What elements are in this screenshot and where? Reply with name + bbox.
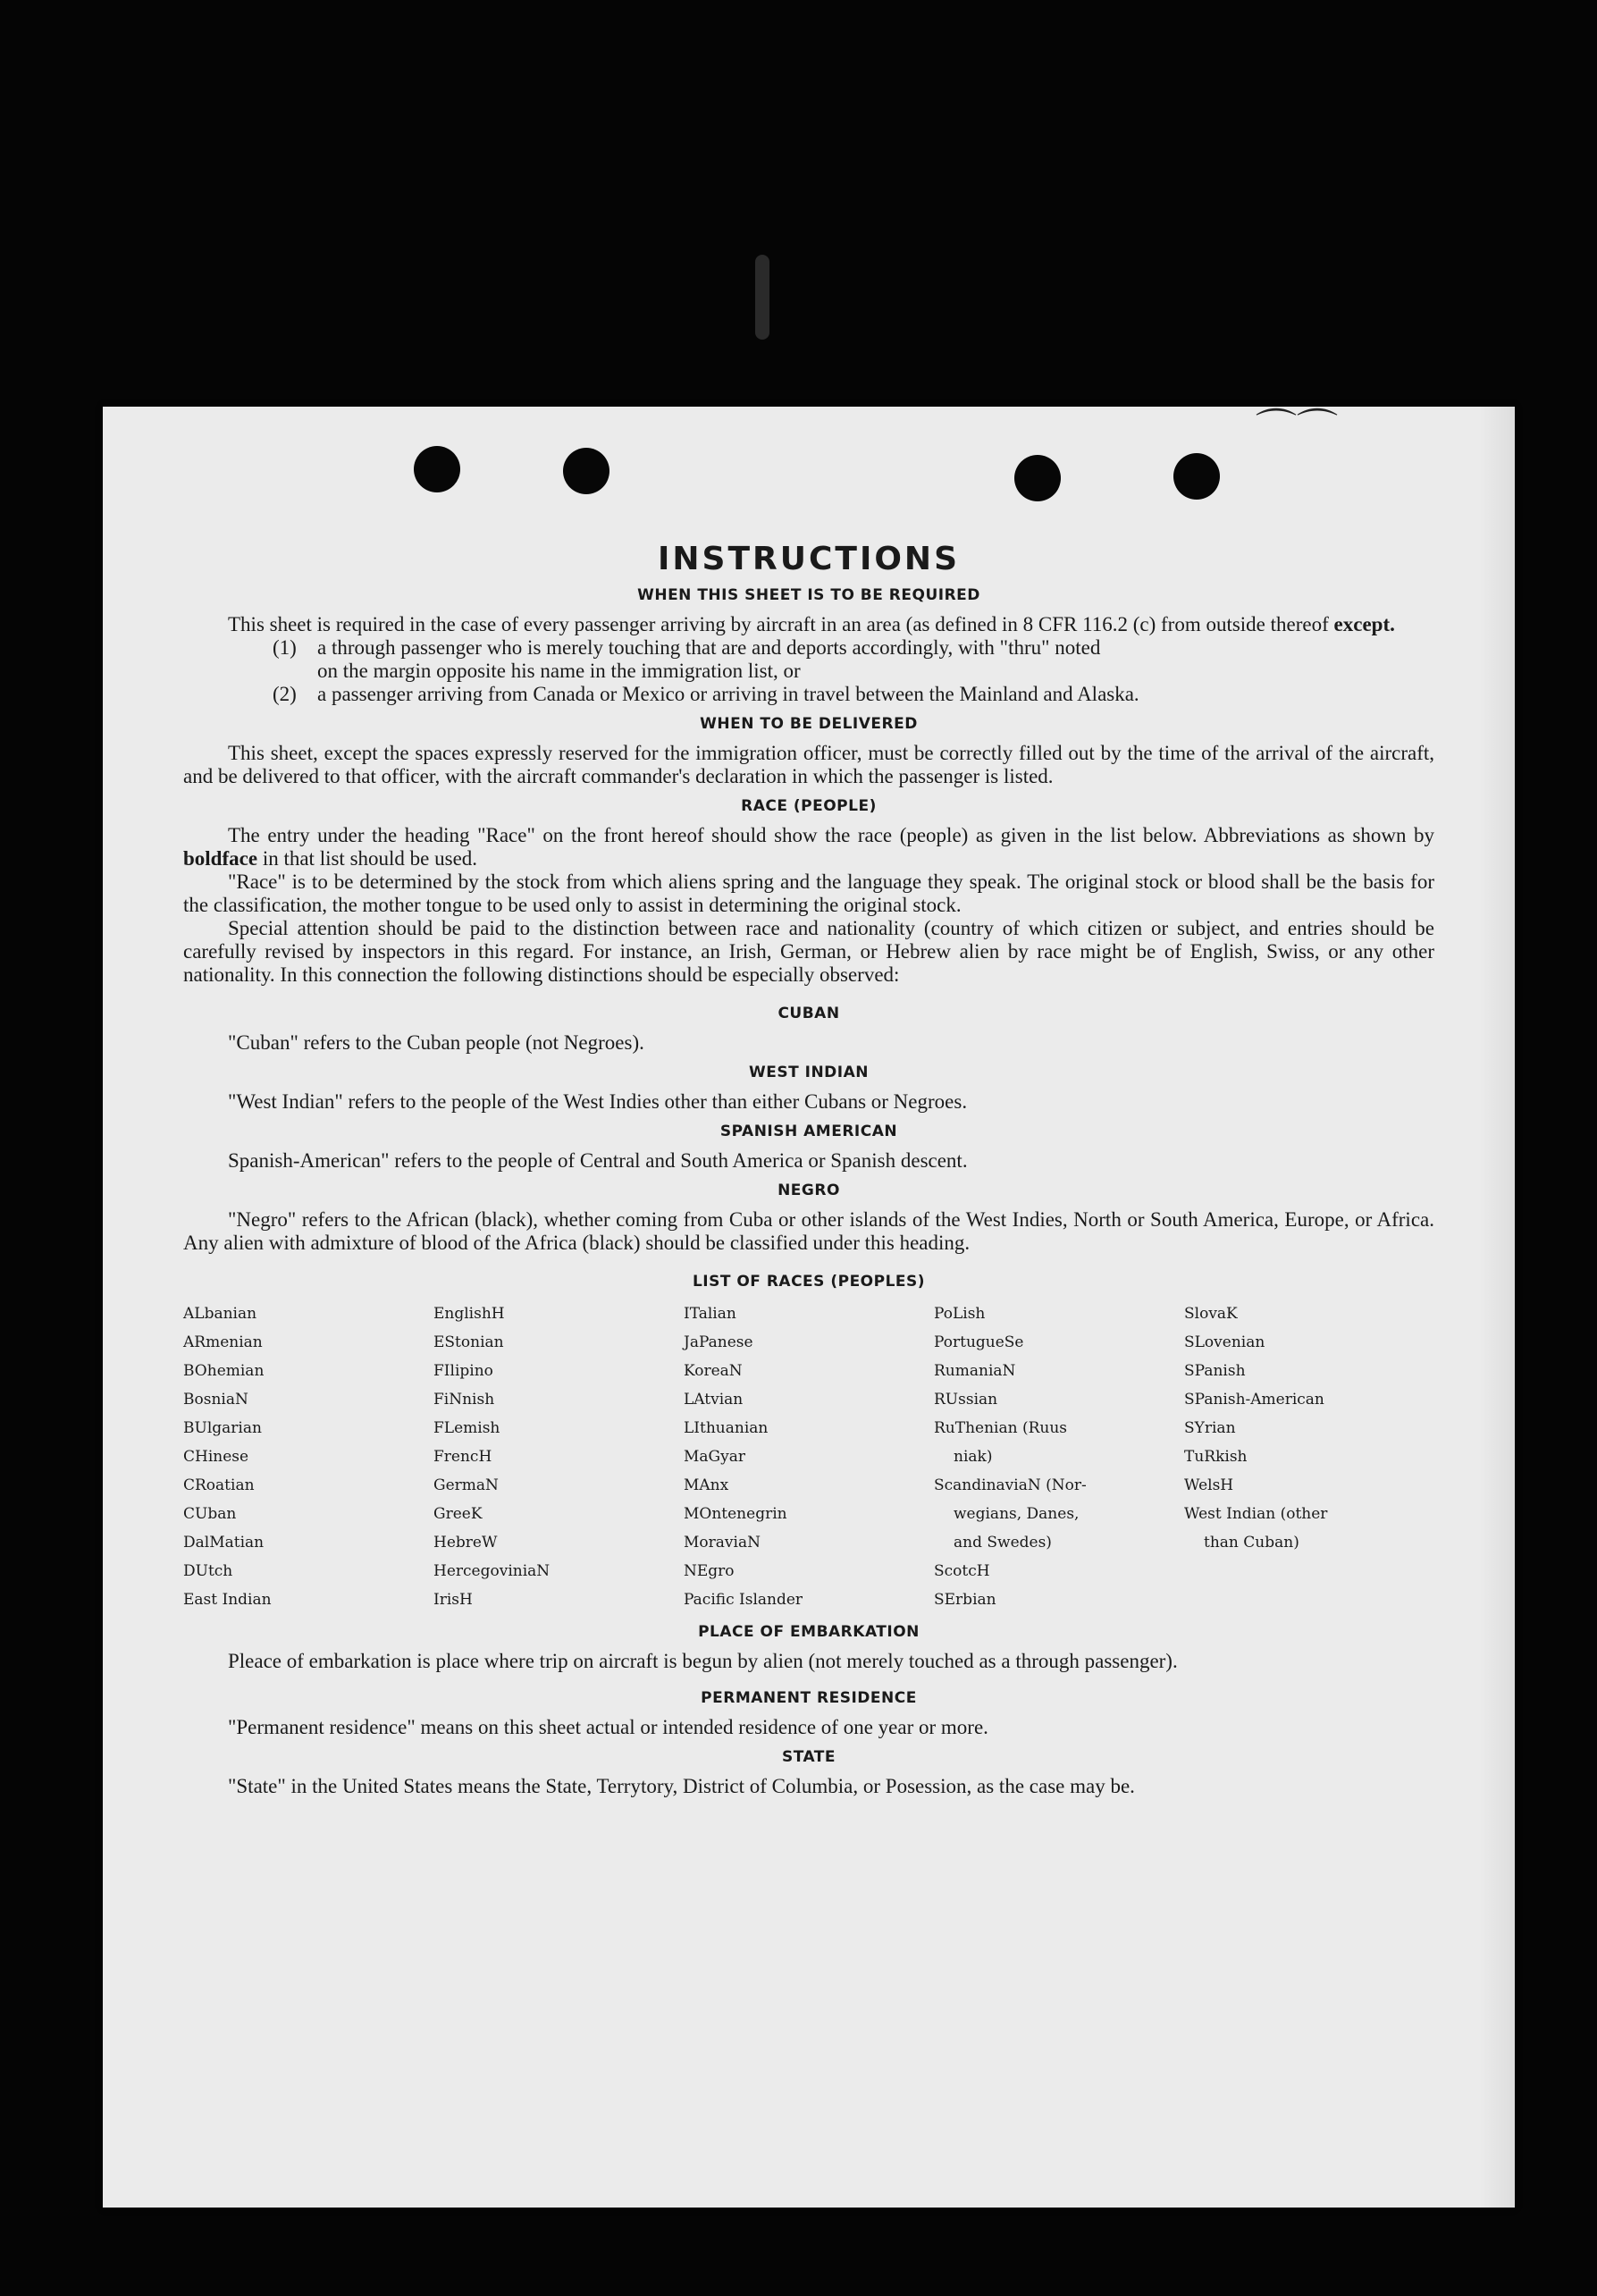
race-item: PoLish xyxy=(934,1305,986,1323)
race-item: RUssian xyxy=(934,1391,998,1409)
races-column xyxy=(684,1299,934,1614)
paragraph: "Race" is to be determined by the stock from which aliens spring and the language they speak. The original stock or blood shall be the basis for the classification, the mother tongue to be used only to assist in determining the original stock. xyxy=(183,870,1434,916)
race-item: SLovenian xyxy=(1184,1333,1265,1351)
paragraph: Spanish-American" refers to the people of Central and South America or Spanish descent. xyxy=(228,1149,968,1172)
race-item: MoraviaN xyxy=(684,1534,761,1552)
section-heading: WEST INDIAN xyxy=(749,1064,869,1081)
race-item: CUban xyxy=(183,1505,237,1523)
race-item: LIthuanian xyxy=(684,1419,769,1437)
paragraph: "Permanent residence" means on this sheet actual or intended residence of one year or more. xyxy=(228,1716,988,1738)
bold-text: except. xyxy=(1333,613,1395,635)
race-item: GreeK xyxy=(433,1505,483,1523)
race-item: BOhemian xyxy=(183,1362,265,1380)
punch-hole xyxy=(1173,453,1220,500)
paragraph: Pleace of embarkation is place where trip on aircraft is begun by alien (not merely touched as a through passenger). xyxy=(228,1650,1178,1672)
paragraph: "State" in the United States means the State, Terrytory, District of Columbia, or Posession, as the case may be. xyxy=(228,1775,1135,1797)
paragraph: "West Indian" refers to the people of the West Indies other than either Cubans or Negroes. xyxy=(228,1090,968,1113)
race-item: SPanish-American xyxy=(1184,1391,1324,1409)
race-item: RuThenian (Ruus xyxy=(934,1419,1068,1437)
section-heading: SPANISH AMERICAN xyxy=(719,1123,898,1140)
race-item: HercegoviniaN xyxy=(433,1562,551,1580)
race-item: BUlgarian xyxy=(183,1419,262,1437)
race-item: KoreaN xyxy=(684,1362,743,1380)
section-heading: WHEN TO BE DELIVERED xyxy=(700,715,918,733)
race-item: NEgro xyxy=(684,1562,735,1580)
list-item xyxy=(273,636,1434,683)
punch-hole xyxy=(563,448,609,494)
race-item: ScandinaviaN (Nor- xyxy=(934,1476,1087,1494)
paragraph xyxy=(183,613,1434,636)
race-item: East Indian xyxy=(183,1591,272,1609)
race-item: West Indian (other xyxy=(1184,1505,1328,1523)
list-item xyxy=(273,683,1434,706)
race-item: GermaN xyxy=(433,1476,499,1494)
paragraph xyxy=(183,824,1434,870)
race-item: MAnx xyxy=(684,1476,729,1494)
race-item: ScotcH xyxy=(934,1562,990,1580)
document-page xyxy=(103,407,1515,2208)
punch-hole xyxy=(1014,455,1061,501)
race-item: ITalian xyxy=(684,1305,736,1323)
race-item: FiNnish xyxy=(433,1391,495,1409)
paragraph: "Cuban" refers to the Cuban people (not Negroes). xyxy=(228,1031,644,1054)
paper-shading xyxy=(1479,407,1515,2208)
item-number: (1) xyxy=(273,636,297,659)
race-item: DUtch xyxy=(183,1562,233,1580)
race-item: EStonian xyxy=(433,1333,504,1351)
punch-hole xyxy=(414,446,460,492)
race-item: and Swedes) xyxy=(954,1534,1052,1552)
section-heading: PERMANENT RESIDENCE xyxy=(701,1689,917,1707)
race-item: LAtvian xyxy=(684,1391,744,1409)
race-item: HebreW xyxy=(433,1534,498,1552)
handwritten-mark: ⌒⌒ xyxy=(1256,407,1338,453)
paragraph-text: This sheet is required in the case of every passenger arriving by aircraft in an area (as defined in 8 CFR 116.2 (c) from outside thereof xyxy=(228,613,1334,635)
race-item: SPanish xyxy=(1184,1362,1246,1380)
race-item: BosniaN xyxy=(183,1391,248,1409)
race-item: CHinese xyxy=(183,1448,249,1466)
race-item: ALbanian xyxy=(183,1305,257,1323)
race-item: niak) xyxy=(954,1448,993,1466)
section-heading: PLACE OF EMBARKATION xyxy=(698,1623,920,1641)
bold-text: boldface xyxy=(183,847,258,870)
races-column xyxy=(433,1299,684,1614)
race-item: MOntenegrin xyxy=(684,1505,787,1523)
race-item: MaGyar xyxy=(684,1448,745,1466)
section-heading: WHEN THIS SHEET IS TO BE REQUIRED xyxy=(637,586,980,604)
race-item: ARmenian xyxy=(183,1333,263,1351)
race-item: CRoatian xyxy=(183,1476,255,1494)
item-text: a passenger arriving from Canada or Mexico or arriving in travel between the Mainland and Alaska. xyxy=(317,683,1139,705)
section-heading: CUBAN xyxy=(777,1005,840,1022)
race-item: Pacific Islander xyxy=(684,1591,803,1609)
race-item: EnglishH xyxy=(433,1305,505,1323)
races-column xyxy=(1184,1299,1434,1614)
race-item: TuRkish xyxy=(1184,1448,1248,1466)
races-column xyxy=(183,1299,433,1614)
races-column xyxy=(934,1299,1184,1614)
race-item: PortugueSe xyxy=(934,1333,1024,1351)
paragraph: Special attention should be paid to the distinction between race and nationality (country of which citizen or subject, and entries should be carefully revised by inspectors in this regard. For instance, an Irish, German, or Hebrew alien by race might be of English, Swiss, or any other nationality. In this connection the following distinctions should be especially observed: xyxy=(183,917,1434,986)
race-item: than Cuban) xyxy=(1204,1534,1299,1552)
instructions-body xyxy=(183,541,1434,1798)
paragraph-text: The entry under the heading "Race" on the front hereof should show the race (people) as given in the list below. Abbreviations as shown by xyxy=(228,824,1434,846)
race-item: FrencH xyxy=(433,1448,492,1466)
race-item: FLemish xyxy=(433,1419,500,1437)
item-text-cont: on the margin opposite his name in the immigration list, or xyxy=(317,660,801,682)
paragraph: "Negro" refers to the African (black), whether coming from Cuba or other islands of the West Indies, North or South America, Europe, or Africa. Any alien with admixture of blood of the Africa (black) should be classified under this heading. xyxy=(183,1208,1434,1254)
race-item: DalMatian xyxy=(183,1534,265,1552)
page-title: INSTRUCTIONS xyxy=(658,541,960,577)
section-heading: STATE xyxy=(781,1748,836,1766)
binding-clip xyxy=(755,255,769,340)
section-heading: LIST OF RACES (PEOPLES) xyxy=(692,1273,926,1291)
race-item: JaPanese xyxy=(684,1333,753,1351)
race-item: SErbian xyxy=(934,1591,996,1609)
section-heading: NEGRO xyxy=(777,1182,840,1199)
race-item: RumaniaN xyxy=(934,1362,1016,1380)
race-item: wegians, Danes, xyxy=(954,1505,1080,1523)
item-number: (2) xyxy=(273,683,297,705)
paragraph-text: in that list should be used. xyxy=(257,847,478,870)
race-item: SYrian xyxy=(1184,1419,1236,1437)
item-text: a through passenger who is merely touching that are and deports accordingly, with "thru" noted xyxy=(317,636,1101,659)
section-heading: RACE (PEOPLE) xyxy=(741,797,877,815)
race-item: FIlipino xyxy=(433,1362,493,1380)
race-item: WelsH xyxy=(1184,1476,1234,1494)
races-list xyxy=(183,1299,1434,1614)
paragraph: This sheet, except the spaces expressly reserved for the immigration officer, must be correctly filled out by the time of the arrival of the aircraft, and be delivered to that officer, with the aircraft commander's declaration in which the passenger is listed. xyxy=(183,742,1434,787)
race-item: SlovaK xyxy=(1184,1305,1238,1323)
race-item: IrisH xyxy=(433,1591,473,1609)
